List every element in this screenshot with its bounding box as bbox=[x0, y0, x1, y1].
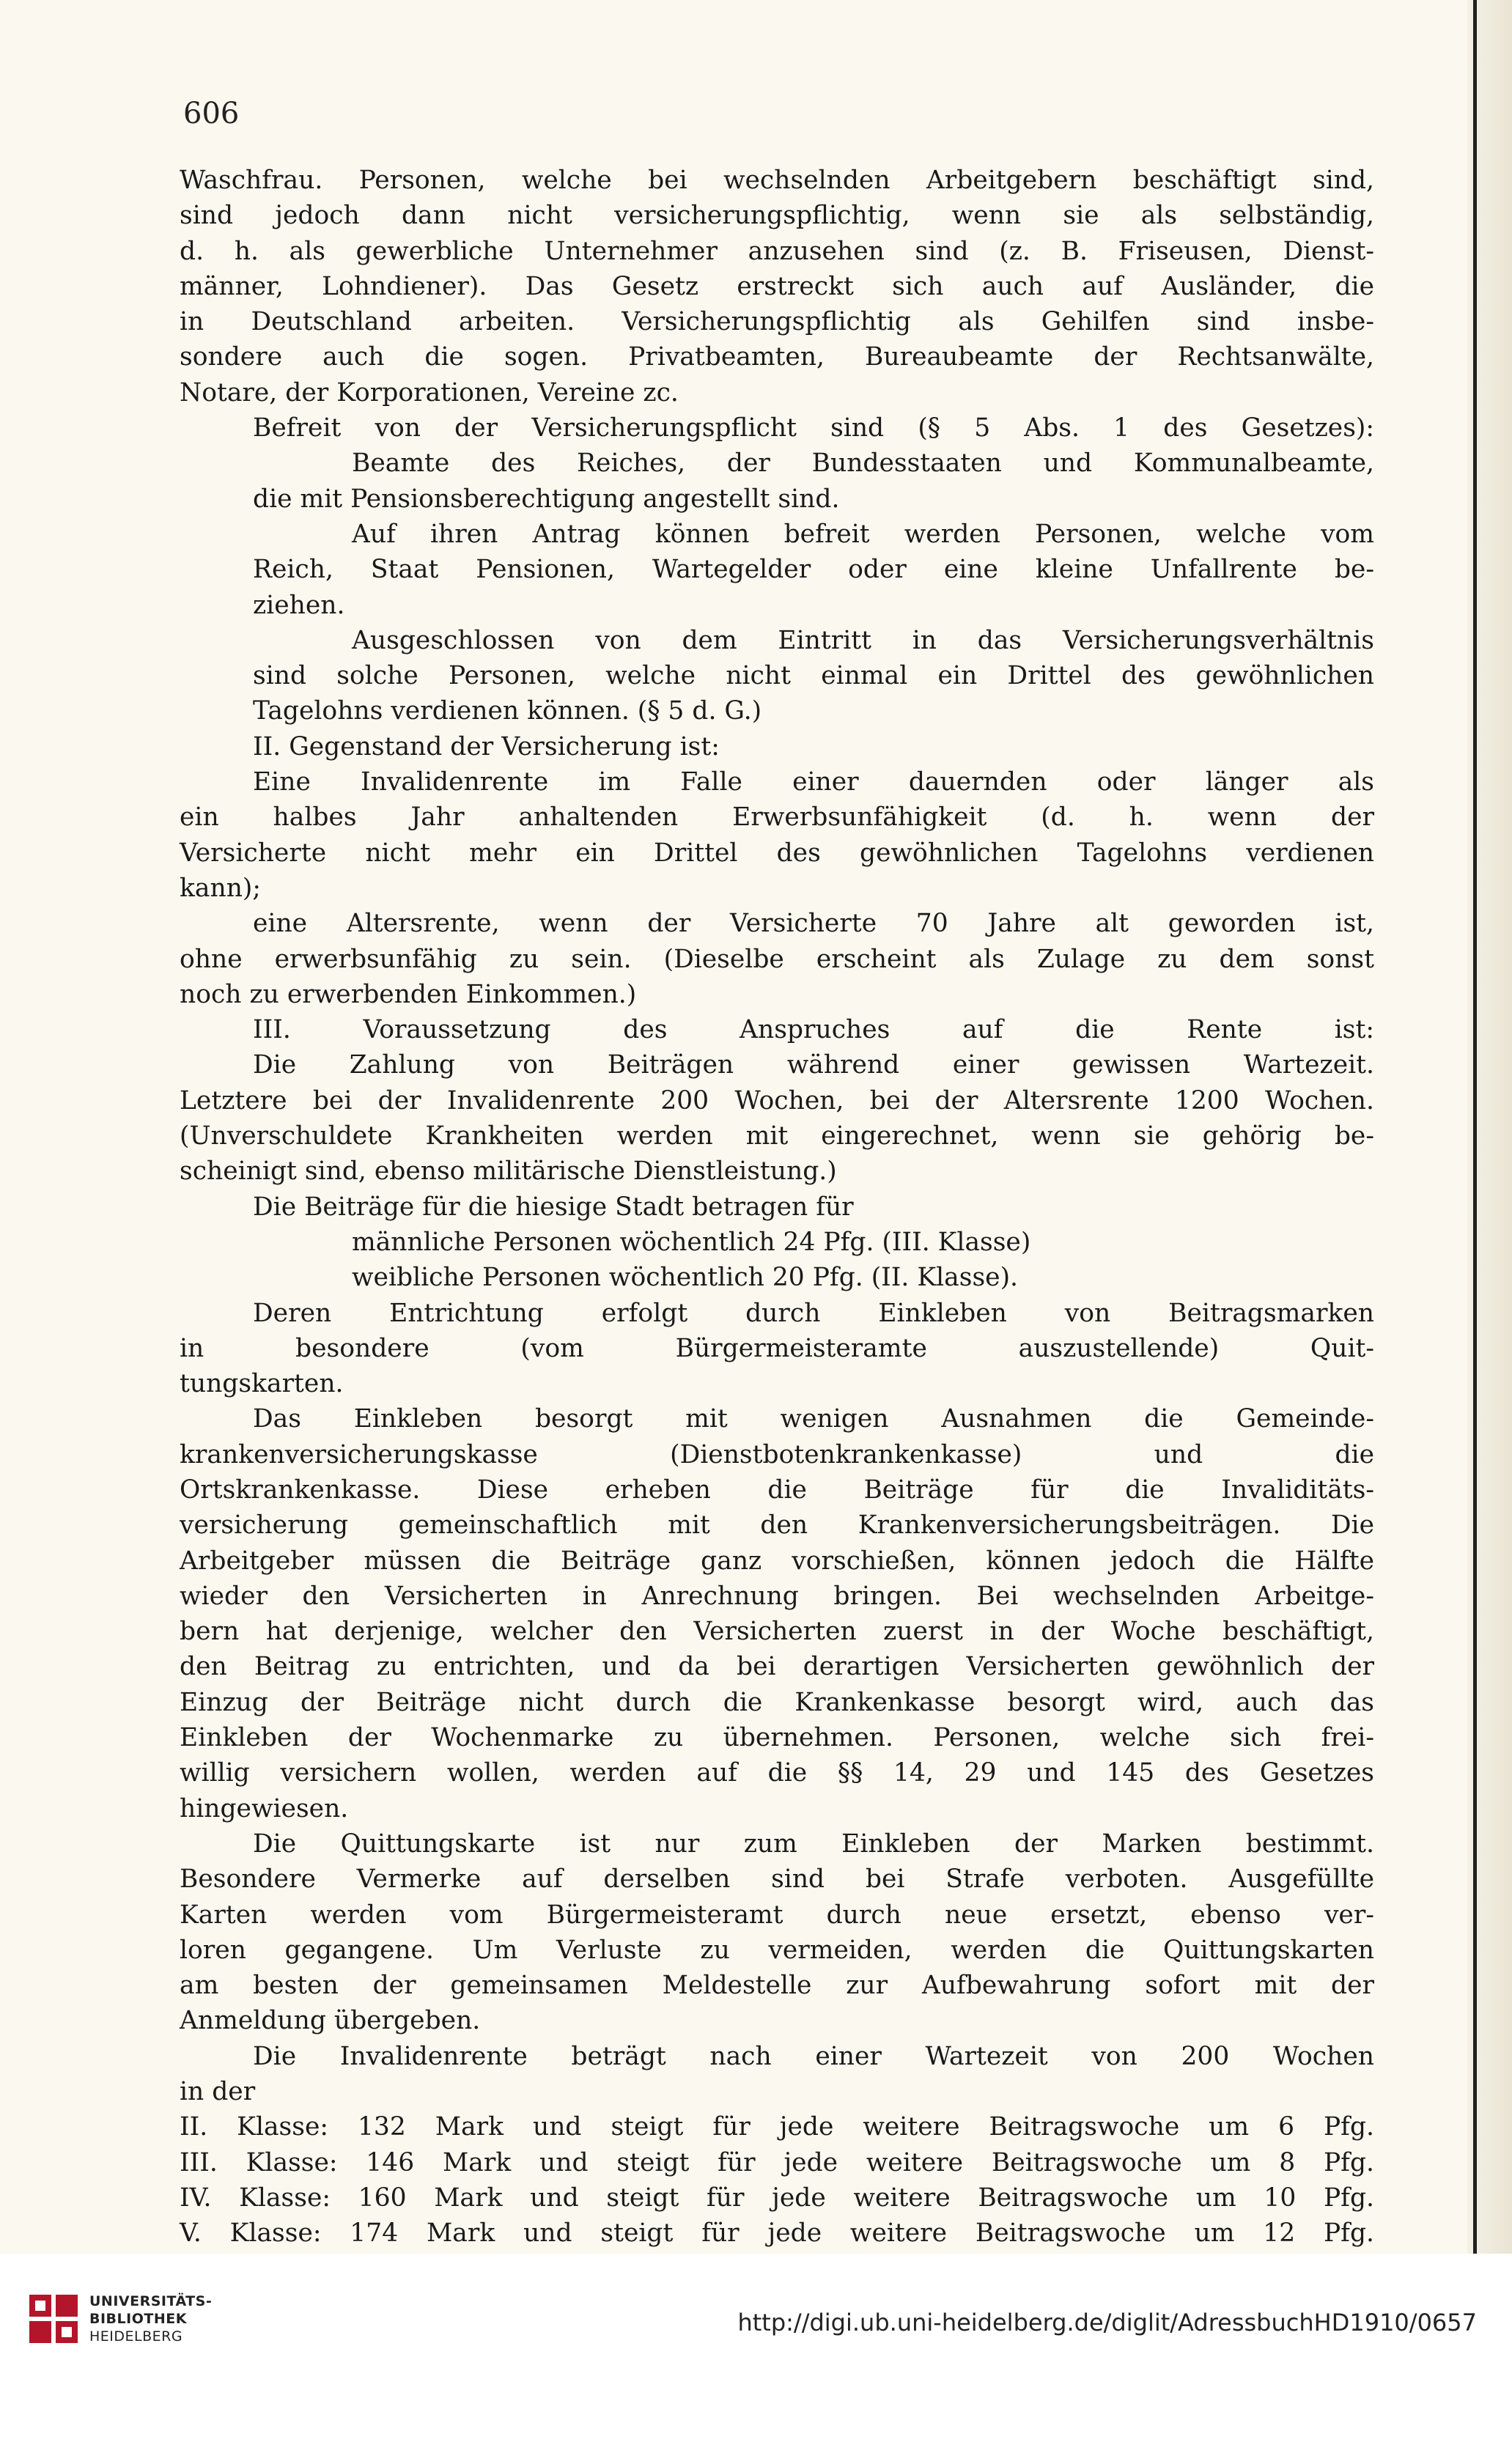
text-line: Waschfrau. Personen, welche bei wechselnden Arbeitgebern beschäftigt sind, bbox=[180, 166, 1374, 195]
text-line: Reich, Staat Pensionen, Wartegelder oder eine kleine Unfallrente be- bbox=[253, 555, 1374, 585]
text-line: scheinigt sind, ebenso militärische Dienstleistung.) bbox=[180, 1157, 837, 1187]
text-line: Ortskrankenkasse. Diese erheben die Beiträge für die Invaliditäts- bbox=[180, 1475, 1374, 1505]
text-line: tungskarten. bbox=[180, 1369, 344, 1399]
text-line: Notare, der Korporationen, Vereine zc. bbox=[180, 377, 679, 407]
text-line: noch zu erwerbenden Einkommen.) bbox=[180, 979, 637, 1009]
library-name-line3: HEIDELBERG bbox=[89, 2328, 183, 2345]
text-line: ein halbes Jahr anhaltenden Erwerbsunfähigkeit (d. h. wenn der bbox=[180, 803, 1374, 833]
text-line: weibliche Personen wöchentlich 20 Pfg. (II. Klasse). bbox=[352, 1263, 1018, 1293]
text-line: Anmeldung übergeben. bbox=[180, 2006, 481, 2036]
binding-edge-line bbox=[1473, 0, 1477, 2254]
text-line: II. Klasse: 132 Mark und steigt für jede weitere Beitragswoche um 6 Pfg. bbox=[180, 2112, 1374, 2142]
text-line: loren gegangene. Um Verluste zu vermeiden, werden die Quittungskarten bbox=[180, 1935, 1374, 1965]
text-line: in der bbox=[180, 2077, 256, 2107]
text-line: in Deutschland arbeiten. Versicherungspflichtig als Gehilfen sind insbe- bbox=[180, 307, 1374, 337]
text-line: II. Gegenstand der Versicherung ist: bbox=[253, 731, 720, 761]
library-name-line2: BIBLIOTHEK bbox=[89, 2311, 187, 2327]
text-line: sondere auch die sogen. Privatbeamten, Bureaubeamte der Rechtsanwälte, bbox=[180, 342, 1374, 372]
text-line: Letztere bei der Invalidenrente 200 Wochen, bei der Altersrente 1200 Wochen. bbox=[180, 1085, 1374, 1115]
text-line: willig versichern wollen, werden auf die §§ 14, 29 und 145 des Gesetzes bbox=[180, 1758, 1374, 1788]
text-line: eine Altersrente, wenn der Versicherte 70 Jahre alt geworden ist, bbox=[253, 909, 1374, 939]
text-line: sind jedoch dann nicht versicherungspflichtig, wenn sie als selbständig, bbox=[180, 201, 1374, 231]
text-line: Beamte des Reiches, der Bundesstaaten und Kommunalbeamte, bbox=[352, 449, 1374, 479]
text-line: Befreit von der Versicherungspflicht sind (§ 5 Abs. 1 des Gesetzes): bbox=[253, 413, 1374, 443]
text-line: versicherung gemeinschaftlich mit den Krankenversicherungsbeiträgen. Die bbox=[180, 1510, 1374, 1541]
text-line: männliche Personen wöchentlich 24 Pfg. (III. Klasse) bbox=[352, 1227, 1031, 1257]
text-line: Tagelohns verdienen können. (§ 5 d. G.) bbox=[253, 696, 762, 726]
text-line: ziehen. bbox=[253, 590, 345, 620]
library-logo-icon bbox=[25, 2290, 82, 2347]
permalink-url[interactable]: http://digi.ub.uni-heidelberg.de/diglit/AdressbuchHD1910/0657 bbox=[737, 2309, 1477, 2336]
text-line: IV. Klasse: 160 Mark und steigt für jede weitere Beitragswoche um 10 Pfg. bbox=[180, 2183, 1374, 2213]
text-line: hingewiesen. bbox=[180, 1793, 349, 1823]
text-line: ohne erwerbsunfähig zu sein. (Dieselbe erscheint als Zulage zu dem sonst bbox=[180, 944, 1374, 974]
text-line: Das Einkleben besorgt mit wenigen Ausnahmen die Gemeinde- bbox=[253, 1404, 1374, 1434]
text-line: Die Invalidenrente beträgt nach einer Wartezeit von 200 Wochen bbox=[253, 2041, 1374, 2071]
text-line: Einkleben der Wochenmarke zu übernehmen. Personen, welche sich frei- bbox=[180, 1723, 1374, 1753]
page-number: 606 bbox=[183, 97, 240, 130]
text-line: Einzug der Beiträge nicht durch die Krankenkasse besorgt wird, auch das bbox=[180, 1687, 1374, 1717]
text-line: Arbeitgeber müssen die Beiträge ganz vorschießen, können jedoch die Hälfte bbox=[180, 1546, 1374, 1576]
text-line: III. Voraussetzung des Anspruches auf die Rente ist: bbox=[253, 1015, 1374, 1045]
text-line: männer, Lohndiener). Das Gesetz erstreckt sich auch auf Ausländer, die bbox=[180, 271, 1374, 301]
text-line: Versicherte nicht mehr ein Drittel des gewöhnlichen Tagelohns verdienen bbox=[180, 838, 1374, 868]
text-line: sind solche Personen, welche nicht einmal ein Drittel des gewöhnlichen bbox=[253, 661, 1374, 691]
library-name bbox=[89, 2292, 212, 2345]
text-line: kann); bbox=[180, 873, 261, 903]
text-line: krankenversicherungskasse (Dienstbotenkrankenkasse) und die bbox=[180, 1439, 1374, 1469]
text-line: in besondere (vom Bürgermeisteramte auszustellende) Quit- bbox=[180, 1333, 1374, 1363]
text-line: d. h. als gewerbliche Unternehmer anzusehen sind (z. B. Friseusen, Dienst- bbox=[180, 236, 1374, 266]
text-line: bern hat derjenige, welcher den Versicherten zuerst in der Woche beschäftigt, bbox=[180, 1617, 1374, 1647]
text-line: Die Zahlung von Beiträgen während einer gewissen Wartezeit. bbox=[253, 1050, 1374, 1080]
text-line: Eine Invalidenrente im Falle einer dauernden oder länger als bbox=[253, 767, 1374, 797]
text-line: Die Quittungskarte ist nur zum Einkleben der Marken bestimmt. bbox=[253, 1829, 1374, 1859]
library-name-line1: UNIVERSITÄTS- bbox=[89, 2293, 213, 2309]
text-line: Besondere Vermerke auf derselben sind bei Strafe verboten. Ausgefüllte bbox=[180, 1864, 1374, 1895]
text-line: III. Klasse: 146 Mark und steigt für jede weitere Beitragswoche um 8 Pfg. bbox=[180, 2147, 1374, 2177]
text-line: den Beitrag zu entrichten, und da bei derartigen Versicherten gewöhnlich der bbox=[180, 1652, 1374, 1682]
text-line: Ausgeschlossen von dem Eintritt in das Versicherungsverhältnis bbox=[352, 625, 1374, 655]
text-line: Auf ihren Antrag können befreit werden Personen, welche vom bbox=[352, 519, 1374, 549]
body-text bbox=[180, 163, 1374, 2251]
text-line: die mit Pensionsberechtigung angestellt sind. bbox=[253, 484, 840, 514]
text-line: Deren Entrichtung erfolgt durch Einkleben von Beitragsmarken bbox=[253, 1298, 1374, 1328]
text-line: V. Klasse: 174 Mark und steigt für jede weitere Beitragswoche um 12 Pfg. bbox=[180, 2218, 1374, 2249]
text-line: Karten werden vom Bürgermeisteramt durch neue ersetzt, ebenso ver- bbox=[180, 1900, 1374, 1930]
text-line: am besten der gemeinsamen Meldestelle zur Aufbewahrung sofort mit der bbox=[180, 1971, 1374, 2001]
text-line: (Unverschuldete Krankheiten werden mit eingerechnet, wenn sie gehörig be- bbox=[180, 1121, 1374, 1151]
text-line: Die Beiträge für die hiesige Stadt betragen für bbox=[253, 1192, 854, 1222]
footer-bar bbox=[0, 2254, 1512, 2442]
text-line: wieder den Versicherten in Anrechnung bringen. Bei wechselnden Arbeitge- bbox=[180, 1581, 1374, 1611]
